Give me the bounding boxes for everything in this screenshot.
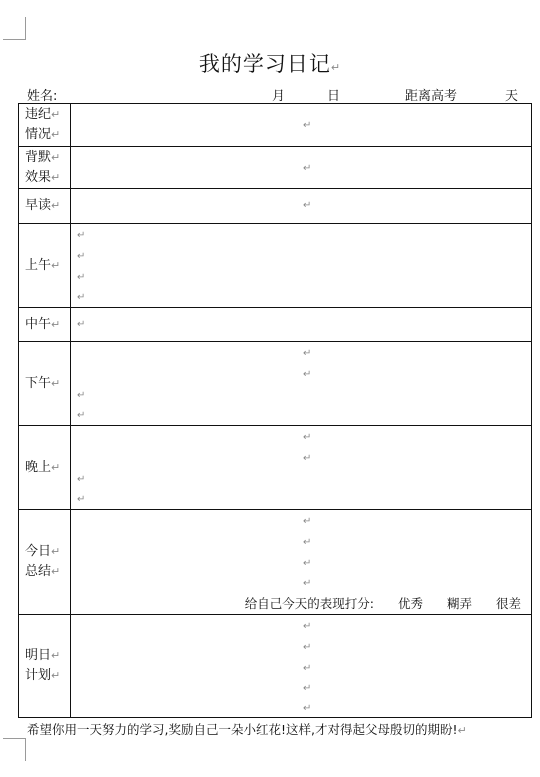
countdown-field (405, 85, 518, 104)
day-label: 日 (327, 89, 341, 104)
score-prompt: 给自己今天的表现打分: (244, 596, 374, 611)
entry-cell[interactable]: ↵ ↵ ↵ ↵ (71, 426, 532, 510)
row-label: 明日↵ 计划↵ (19, 615, 71, 718)
name-label: 姓名: (27, 89, 58, 104)
paragraph-mark: ↵ (330, 61, 342, 74)
score-option-sloppy[interactable]: 糊弄 (446, 596, 472, 611)
footer-message: 希望你用一天努力的学习,奖励自己一朵小红花!这样,才对得起父母殷切的期盼!↵ (27, 722, 467, 737)
table-row (19, 342, 532, 426)
entry-cell[interactable]: ↵ ↵ ↵ ↵ (71, 224, 532, 308)
month-blank[interactable] (230, 89, 272, 104)
date-field (230, 85, 340, 104)
score-option-excellent[interactable]: 优秀 (397, 596, 423, 611)
row-label: 早读↵ (19, 189, 71, 224)
entry-cell[interactable]: ↵ (71, 308, 532, 342)
row-label: 背默↵ 效果↵ (19, 147, 71, 189)
row-label: 中午↵ (19, 308, 71, 342)
name-field (27, 85, 175, 104)
name-blank[interactable] (63, 89, 175, 104)
table-row (19, 224, 532, 308)
row-label: 晚上↵ (19, 426, 71, 510)
table-row (19, 426, 532, 510)
table-row (19, 104, 532, 147)
entry-cell[interactable]: ↵ (71, 189, 532, 224)
row-label: 上午↵ (19, 224, 71, 308)
table-row (19, 615, 532, 718)
entry-cell[interactable]: ↵ ↵ ↵ ↵ ↵ (71, 615, 532, 718)
countdown-label: 距离高考 (405, 89, 458, 104)
table-row (19, 510, 532, 615)
diary-table (18, 103, 532, 718)
days-label: 天 (505, 89, 519, 104)
page-title: 我的学习日记↵ (198, 52, 342, 76)
table-row (19, 189, 532, 224)
crop-mark-top-left (3, 17, 26, 40)
score-option-poor[interactable]: 很差 (495, 596, 521, 611)
table-row (19, 308, 532, 342)
table-row (19, 147, 532, 189)
entry-cell[interactable]: ↵ ↵ ↵ ↵ 给自己今天的表现打分: 优秀 糊弄 很差 (71, 510, 532, 615)
entry-cell[interactable]: ↵ ↵ ↵ ↵ (71, 342, 532, 426)
days-blank[interactable] (457, 89, 505, 104)
day-blank[interactable] (285, 89, 327, 104)
row-label: 下午↵ (19, 342, 71, 426)
entry-cell[interactable]: ↵ (71, 147, 532, 189)
self-score-line (245, 594, 521, 612)
entry-cell[interactable]: ↵ (71, 104, 532, 147)
row-label: 今日↵ 总结↵ (19, 510, 71, 615)
month-label: 月 (272, 89, 286, 104)
crop-mark-bottom-left (3, 738, 26, 761)
row-label: 违纪↵ 情况↵ (19, 104, 71, 147)
